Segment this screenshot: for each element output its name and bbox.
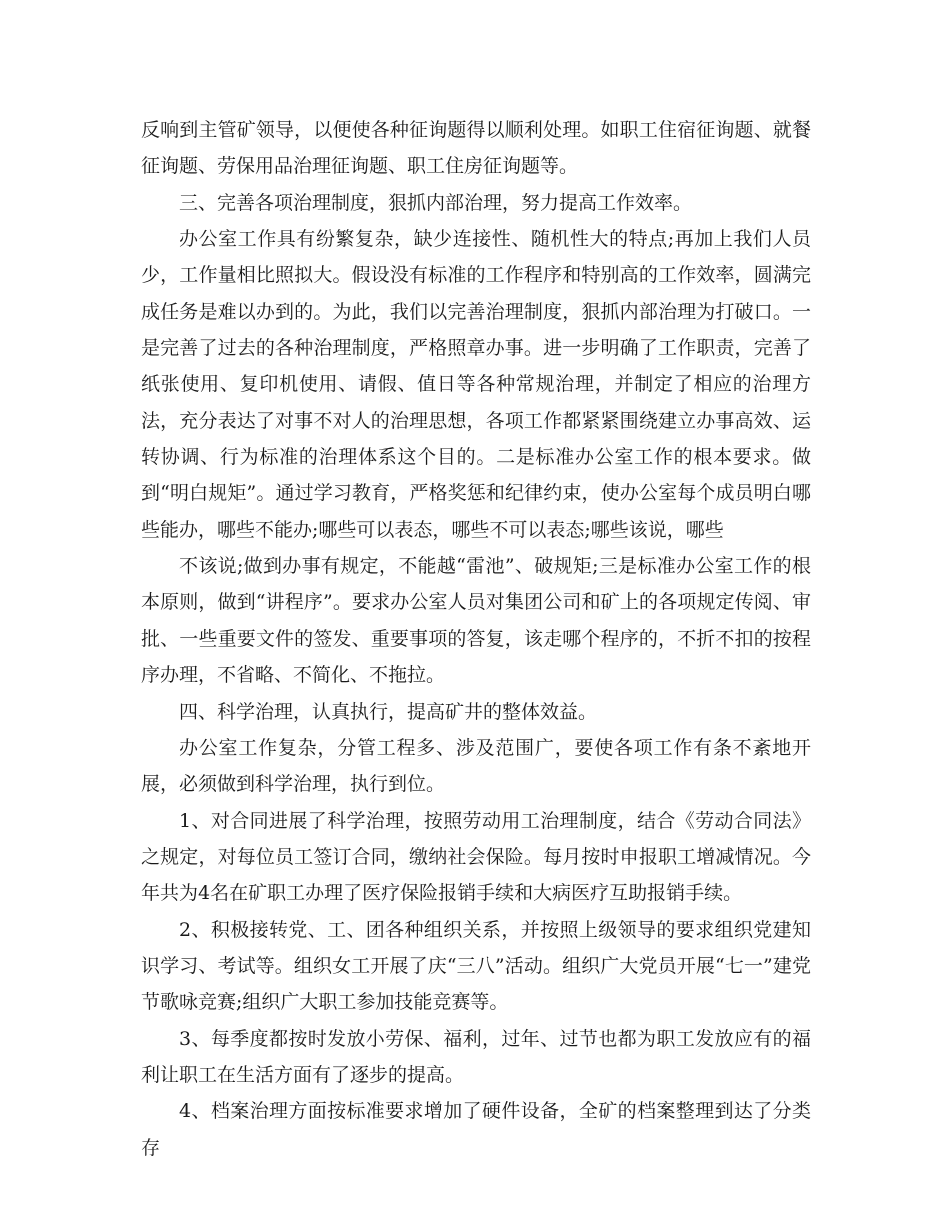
document-body (141, 112, 811, 1166)
list-item-3: 3、每季度都按时发放小劳保、福利，过年、过节也都为职工发放应有的福利让职工在生活方面有了逐步的提高。 (141, 1027, 811, 1086)
section-heading-3: 三、完善各项治理制度，狠抓内部治理，努力提高工作效率。 (179, 191, 693, 214)
list-item-4: 4、档案治理方面按标准要求增加了硬件设备，全矿的档案整理到达了分类存 (141, 1100, 811, 1159)
paragraph-4: 不该说;做到办事有规定，不能越“雷池”、破规矩;三是标准办公室工作的根本原则，做到“讲程序”。要求办公室人员对集团公司和矿上的各项规定传阅、审批、一些重要文件的签发、重要事项的答复，该走哪个程序的，不折不扣的按程序办理，不省略、不简化、不拖拉。 (141, 555, 811, 687)
paragraph-3: 办公室工作具有纷繁复杂，缺少连接性、随机性大的特点;再加上我们人员少，工作量相比照拟大。假设没有标准的工作程序和特别高的工作效率，圆满完成任务是难以办到的。为此，我们以完善治理制度，狠抓内部治理为打破口。一是完善了过去的各种治理制度，严格照章办事。进一步明确了工作职责，完善了纸张使用、复印机使用、请假、值日等各种常规治理，并制定了相应的治理方法，充分表达了对事不对人的治理思想，各项工作都紧紧围绕建立办事高效、运转协调、行为标准的治理体系这个目的。二是标准办公室工作的根本要求。做到“明白规矩”。通过学习教育，严格奖惩和纪律约束，使办公室每个成员明白哪些能办，哪些不能办;哪些可以表态，哪些不可以表态;哪些该说，哪些 (141, 228, 811, 541)
section-heading-4: 四、科学治理，认真执行，提高矿井的整体效益。 (179, 700, 598, 723)
list-item-1: 1、对合同进展了科学治理，按照劳动用工治理制度，结合《劳动合同法》之规定，对每位员工签订合同，缴纳社会保险。每月按时申报职工增减情况。今年共为4名在矿职工办理了医疗保险报销手续和大病医疗互助报销手续。 (141, 809, 811, 905)
paragraph-1: 反响到主管矿领导，以便使各种征询题得以顺利处理。如职工住宿征询题、就餐征询题、劳保用品治理征询题、职工住房征询题等。 (141, 119, 811, 178)
list-item-2: 2、积极接转党、工、团各种组织关系，并按照上级领导的要求组织党建知识学习、考试等。组织女工开展了庆“三八”活动。组织广大党员开展“七一”建党节歌咏竞赛;组织广大职工参加技能竞赛等。 (141, 918, 811, 1014)
paragraph-6: 办公室工作复杂，分管工程多、涉及范围广，要使各项工作有条不紊地开展，必须做到科学治理，执行到位。 (141, 736, 811, 796)
